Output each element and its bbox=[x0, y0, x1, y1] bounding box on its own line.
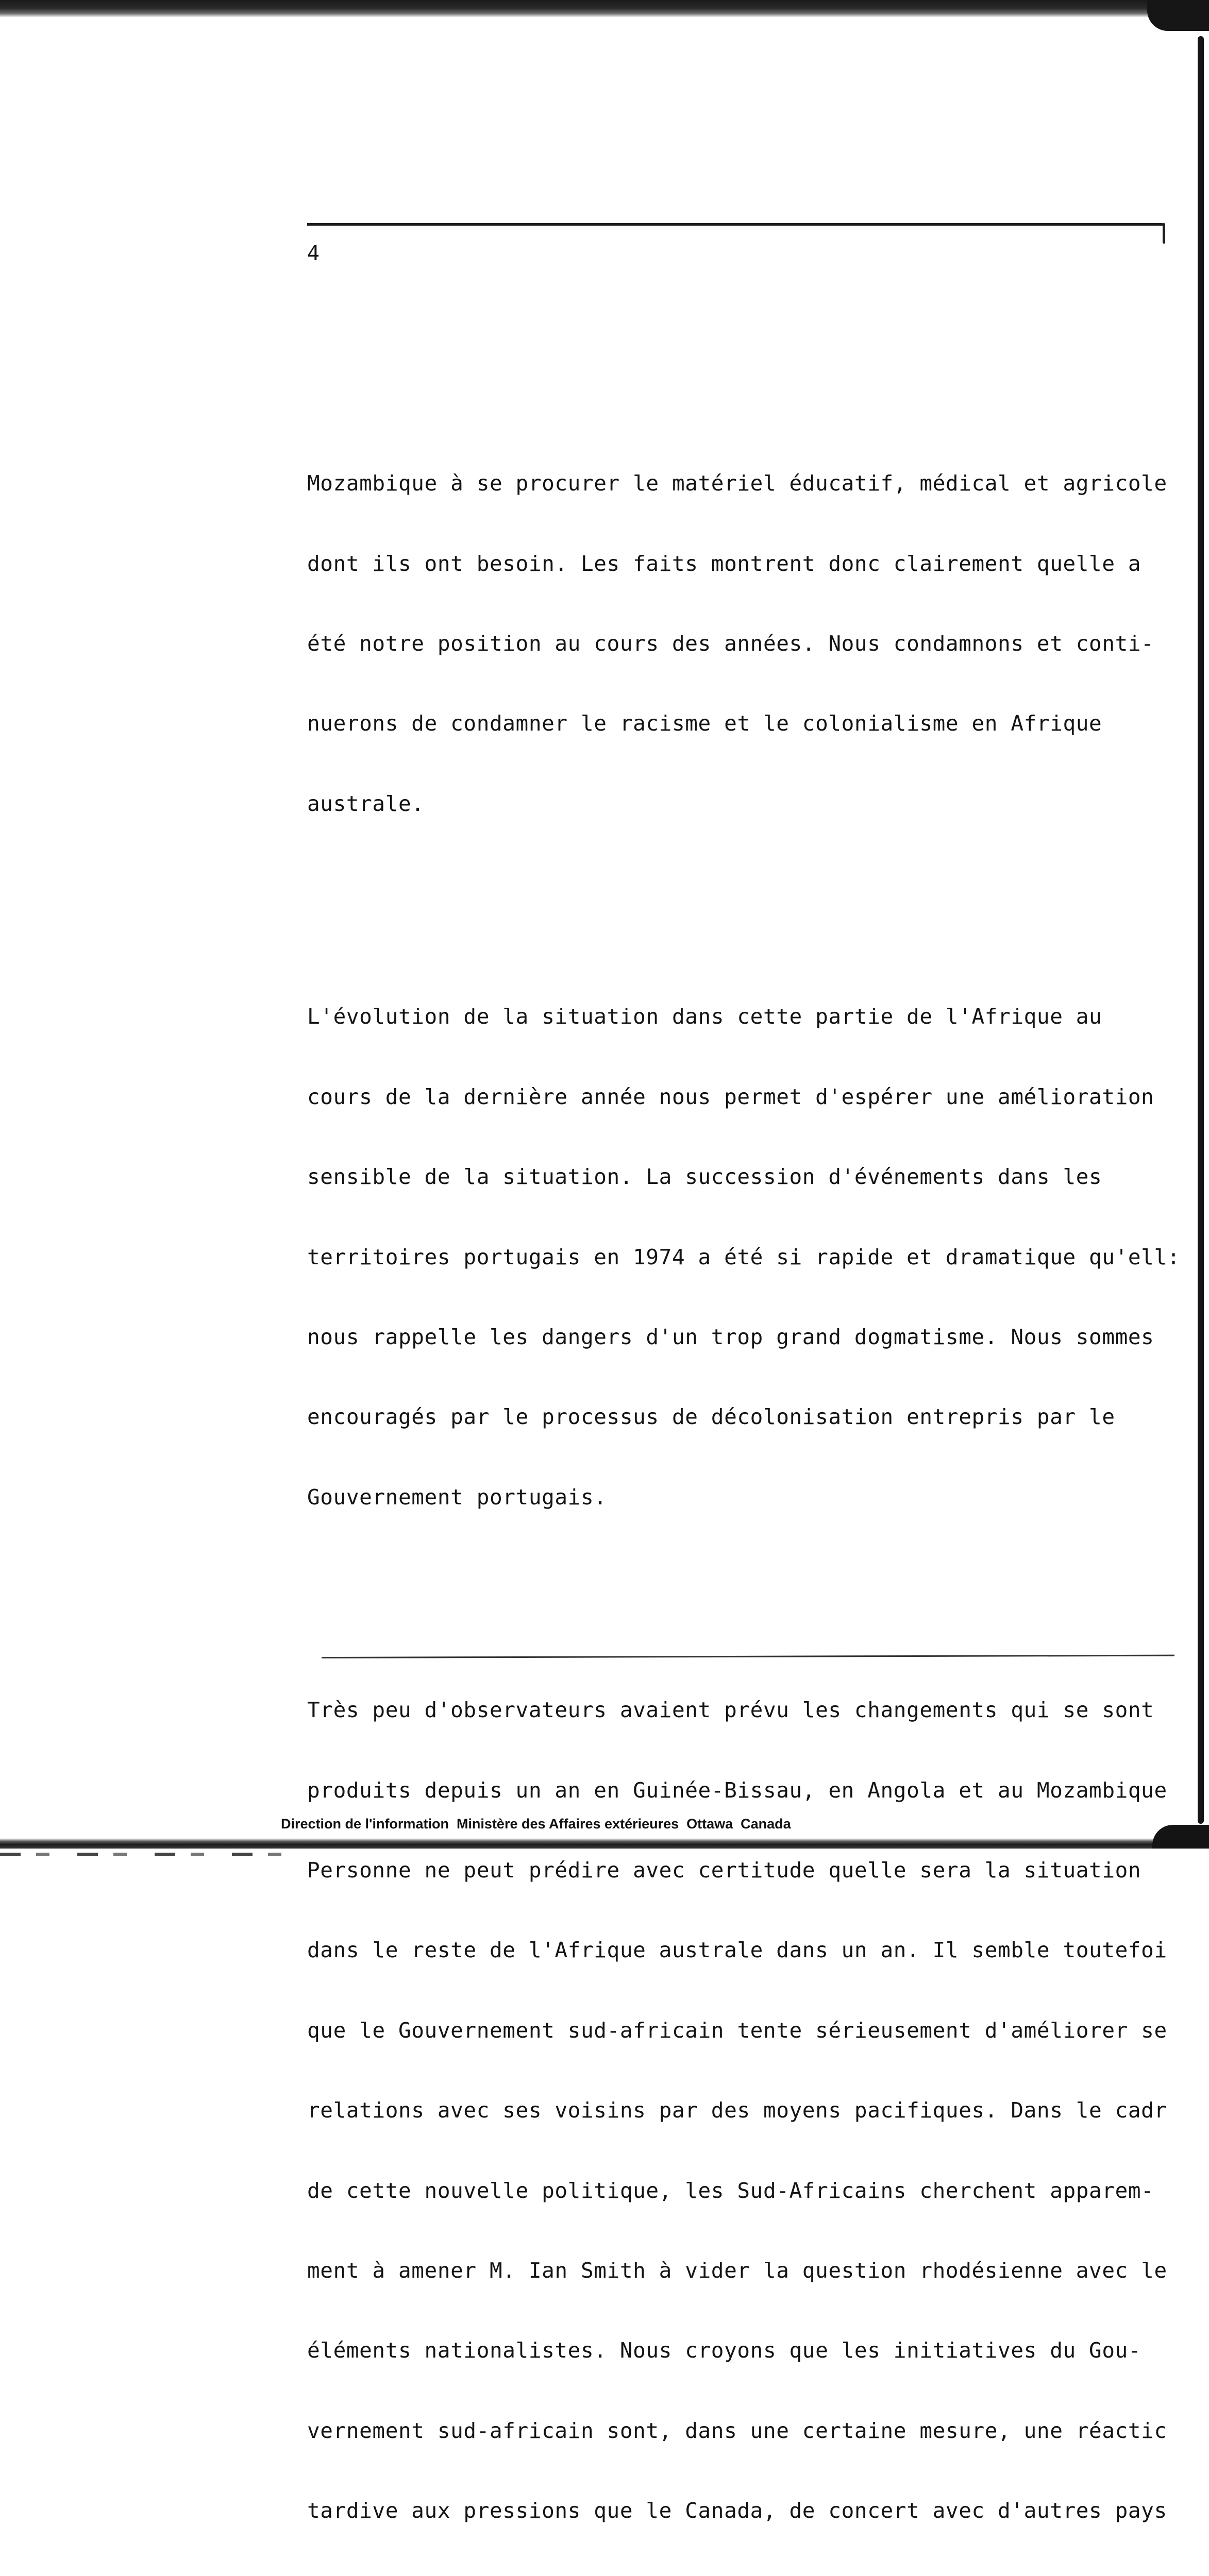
text-line: vernement sud-africain sont, dans une certaine mesure, une réactic bbox=[307, 2418, 1167, 2443]
body-text bbox=[307, 364, 1183, 2576]
text-line: relations avec ses voisins par des moyens pacifiques. Dans le cadr bbox=[307, 2098, 1167, 2123]
text-line: été notre position au cours des années. Nous condamnons et conti- bbox=[307, 631, 1154, 656]
text-line: cours de la dernière année nous permet d'espérer une amélioration bbox=[307, 1084, 1154, 1109]
scan-edge-top bbox=[0, 0, 1209, 18]
text-line: que le Gouvernement sud-africain tente sérieusement d'améliorer se bbox=[307, 2018, 1167, 2043]
text-line: L'évolution de la situation dans cette partie de l'Afrique au bbox=[307, 1004, 1102, 1029]
text-line: nous rappelle les dangers d'un trop grand dogmatisme. Nous sommes bbox=[307, 1324, 1154, 1349]
text-line: Très peu d'observateurs avaient prévu les changements qui se sont bbox=[307, 1698, 1154, 1723]
text-line: Mozambique à se procurer le matériel éducatif, médical et agricole bbox=[307, 471, 1167, 496]
text-line: dont ils ont besoin. Les faits montrent donc clairement quelle a bbox=[307, 551, 1141, 576]
paragraph bbox=[307, 951, 1183, 1564]
page-number: 4 bbox=[307, 242, 320, 265]
paragraph bbox=[307, 1644, 1183, 2576]
text-line: encouragés par le processus de décolonisation entrepris par le bbox=[307, 1404, 1115, 1430]
paragraph bbox=[307, 417, 1183, 871]
text-line: Personne ne peut prédire avec certitude quelle sera la situation bbox=[307, 1858, 1141, 1883]
text-line: nuerons de condamner le racisme et le colonialisme en Afrique bbox=[307, 711, 1102, 736]
text-line: tardive aux pressions que le Canada, de concert avec d'autres pays bbox=[307, 2498, 1167, 2523]
scan-flecks bbox=[0, 1853, 309, 1856]
header-rule bbox=[307, 223, 1165, 226]
scan-edge-right bbox=[1198, 36, 1204, 1824]
text-line: sensible de la situation. La succession d'événements dans les bbox=[307, 1164, 1102, 1190]
text-line: de cette nouvelle politique, les Sud-Africains cherchent apparem- bbox=[307, 2178, 1154, 2203]
text-line: dans le reste de l'Afrique australe dans un an. Il semble toutefoi bbox=[307, 1938, 1167, 1963]
header-rule-tail bbox=[1163, 223, 1165, 244]
text-line: Gouvernement portugais. bbox=[307, 1484, 607, 1510]
text-line: australe. bbox=[307, 791, 425, 816]
text-line: éléments nationalistes. Nous croyons que les initiatives du Gou- bbox=[307, 2338, 1141, 2363]
footer-credit: Direction de l'information Ministère des Affaires extérieures Ottawa Canada bbox=[281, 1816, 791, 1832]
text-line: ment à amener M. Ian Smith à vider la question rhodésienne avec le bbox=[307, 2258, 1167, 2283]
text-line: territoires portugais en 1974 a été si rapide et dramatique qu'ell: bbox=[307, 1244, 1181, 1269]
text-line: produits depuis un an en Guinée-Bissau, en Angola et au Mozambique bbox=[307, 1777, 1167, 1803]
